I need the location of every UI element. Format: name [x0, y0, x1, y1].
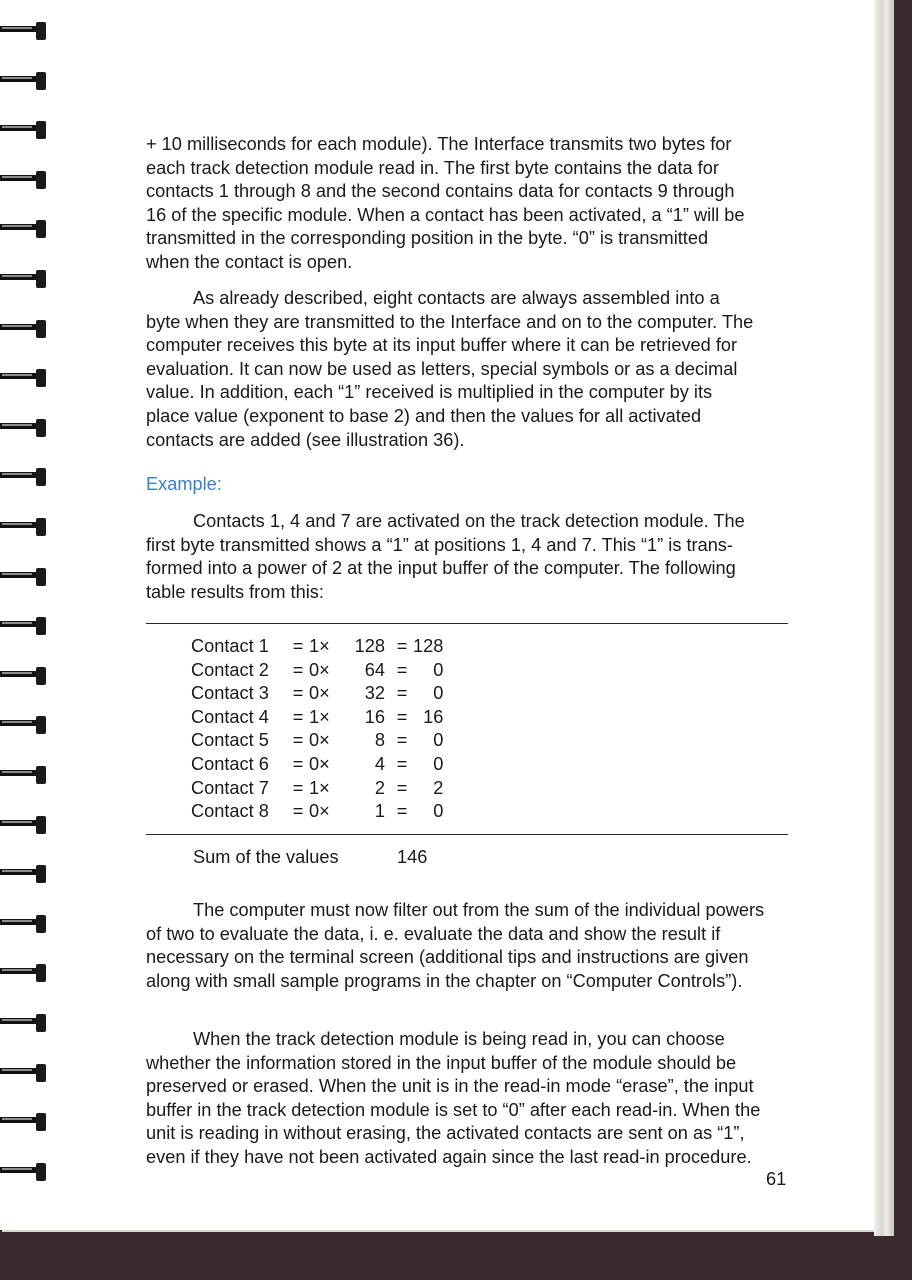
text-line: of two to evaluate the data, i. e. evaluate the data and show the result if: [146, 923, 721, 944]
binding-coil-icon: [0, 270, 52, 288]
table-row: [191, 800, 443, 824]
text-line: + 10 milliseconds for each module). The Interface transmits two bytes for: [146, 134, 732, 154]
table-row: [191, 753, 443, 777]
equals-sign: =: [292, 659, 304, 680]
equals-sign: =: [292, 683, 304, 704]
binding-coil-icon: [0, 369, 52, 387]
binding-coil-icon: [0, 816, 52, 834]
multiplier: 0×: [309, 753, 330, 774]
text-line: transmitted in the corresponding position in the byte. “0” is transmitted: [146, 228, 709, 249]
text-line: whether the information stored in the input buffer of the module should be: [146, 1052, 737, 1073]
binding-coil-icon: [0, 617, 52, 635]
page-number: 61: [766, 1169, 787, 1189]
result-value: 0: [433, 801, 444, 822]
text-line: table results from this:: [146, 581, 324, 602]
equals-sign: =: [292, 801, 304, 822]
contact-label: Contact 4: [191, 706, 269, 727]
equals-sign: =: [396, 636, 408, 656]
result-value: 16: [423, 706, 444, 727]
table-bottom-rule: [146, 834, 788, 835]
text-line: along with small sample programs in the chapter on “Computer Controls”).: [146, 970, 743, 991]
text-line: contacts 1 through 8 and the second contains data for contacts 9 through: [146, 181, 735, 202]
place-value: 128: [354, 636, 385, 656]
table-row: [191, 682, 443, 706]
place-value: 64: [364, 659, 385, 680]
text-line: first byte transmitted shows a “1” at positions 1, 4 and 7. This “1” is trans-: [146, 534, 733, 555]
binding-coil-icon: [0, 766, 52, 784]
paragraph-2: [146, 287, 802, 452]
text-line: When the track detection module is being read in, you can choose: [193, 1029, 725, 1049]
text-line: byte when they are transmitted to the Interface and on to the computer. The: [146, 311, 754, 332]
binding-coil-icon: [0, 1064, 52, 1082]
sum-value: 146: [397, 847, 428, 867]
contact-label: Contact 7: [191, 777, 269, 798]
multiplier: 1×: [309, 636, 330, 656]
binding-coil-icon: [0, 419, 52, 437]
multiplier: 1×: [309, 777, 330, 798]
text-line: preserved or erased. When the unit is in the read-in mode “erase”, the input: [146, 1076, 754, 1097]
equals-sign: =: [396, 777, 408, 798]
equals-sign: =: [396, 659, 408, 680]
multiplier: 0×: [309, 659, 330, 680]
result-value: 0: [433, 683, 444, 704]
table-row: [191, 706, 443, 730]
binding-coil-icon: [0, 1014, 52, 1032]
contact-label: Contact 1: [191, 636, 269, 656]
binding-coil-icon: [0, 964, 52, 982]
spiral-binding: [0, 0, 52, 1230]
text-line: even if they have not been activated again since the last read-in procedure.: [146, 1146, 752, 1167]
result-value: 0: [433, 730, 444, 751]
contact-label: Contact 2: [191, 659, 269, 680]
place-value: 8: [374, 730, 385, 751]
equals-sign: =: [292, 636, 304, 656]
place-value: 1: [374, 801, 385, 822]
binding-coil-icon: [0, 518, 52, 536]
binding-coil-icon: [0, 865, 52, 883]
table-top-rule: [146, 623, 788, 624]
text-line: 16 of the specific module. When a contact has been activated, a “1” will be: [146, 204, 745, 225]
sum-label: Sum of the values: [193, 847, 339, 867]
contact-label: Contact 6: [191, 753, 269, 774]
binding-coil-icon: [0, 320, 52, 338]
result-value: 2: [433, 777, 444, 798]
text-line: when the contact is open.: [146, 251, 353, 272]
table-row: [191, 659, 443, 683]
binding-coil-icon: [0, 171, 52, 189]
contact-label: Contact 8: [191, 801, 269, 822]
text-line: necessary on the terminal screen (additional tips and instructions are given: [146, 947, 749, 968]
table-row: [191, 729, 443, 753]
equals-sign: =: [292, 730, 304, 751]
text-line: Contacts 1, 4 and 7 are activated on the track detection module. The: [193, 511, 745, 531]
binding-coil-icon: [0, 1113, 52, 1131]
binding-coil-icon: [0, 220, 52, 238]
text-line: evaluation. It can now be used as letters, special symbols or as a decimal: [146, 358, 738, 379]
contact-label: Contact 5: [191, 730, 269, 751]
page-stack-edge: [874, 0, 894, 1236]
binding-coil-icon: [0, 915, 52, 933]
text-line: contacts are added (see illustration 36).: [146, 429, 465, 450]
result-value: 128: [413, 636, 444, 656]
place-value: 16: [364, 706, 385, 727]
paragraph-1: [146, 133, 802, 275]
text-line: buffer in the track detection module is set to “0” after each read-in. When the: [146, 1099, 761, 1120]
equals-sign: =: [396, 706, 408, 727]
text-line: The computer must now filter out from the sum of the individual powers: [193, 900, 765, 920]
binding-coil-icon: [0, 121, 52, 139]
text-line: computer receives this byte at its input buffer where it can be retrieved for: [146, 335, 738, 356]
multiplier: 0×: [309, 801, 330, 822]
equals-sign: =: [292, 753, 304, 774]
multiplier: 1×: [309, 706, 330, 727]
text-line: place value (exponent to base 2) and then the values for all activated: [146, 405, 702, 426]
paragraph-4: [146, 899, 802, 993]
paragraph-5: [146, 1028, 802, 1170]
binding-coil-icon: [0, 667, 52, 685]
equals-sign: =: [396, 801, 408, 822]
binding-coil-icon: [0, 72, 52, 90]
equals-sign: =: [396, 683, 408, 704]
equals-sign: =: [292, 706, 304, 727]
binding-coil-icon: [0, 22, 52, 40]
table-row: [191, 635, 443, 659]
result-value: 0: [433, 753, 444, 774]
table-row: [191, 777, 443, 801]
binding-coil-icon: [0, 1163, 52, 1181]
contact-calculation-table: [191, 635, 443, 824]
text-line: formed into a power of 2 at the input buffer of the computer. The following: [146, 558, 736, 579]
binding-coil-icon: [0, 568, 52, 586]
place-value: 2: [374, 777, 385, 798]
text-line: value. In addition, each “1” received is multiplied in the computer by its: [146, 382, 713, 403]
place-value: 32: [364, 683, 385, 704]
contact-label: Contact 3: [191, 683, 269, 704]
result-value: 0: [433, 659, 444, 680]
paragraph-3: [146, 510, 802, 604]
place-value: 4: [374, 753, 385, 774]
equals-sign: =: [292, 777, 304, 798]
text-line: each track detection module read in. The first byte contains the data for: [146, 157, 719, 178]
sum-row: [193, 847, 428, 868]
text-line: As already described, eight contacts are always assembled into a: [193, 288, 720, 308]
binding-coil-icon: [0, 716, 52, 734]
equals-sign: =: [396, 753, 408, 774]
equals-sign: =: [396, 730, 408, 751]
binding-coil-icon: [0, 468, 52, 486]
multiplier: 0×: [309, 683, 330, 704]
text-line: unit is reading in without erasing, the activated contacts are sent on as “1”,: [146, 1123, 745, 1144]
example-heading: Example:: [146, 474, 222, 494]
multiplier: 0×: [309, 730, 330, 751]
